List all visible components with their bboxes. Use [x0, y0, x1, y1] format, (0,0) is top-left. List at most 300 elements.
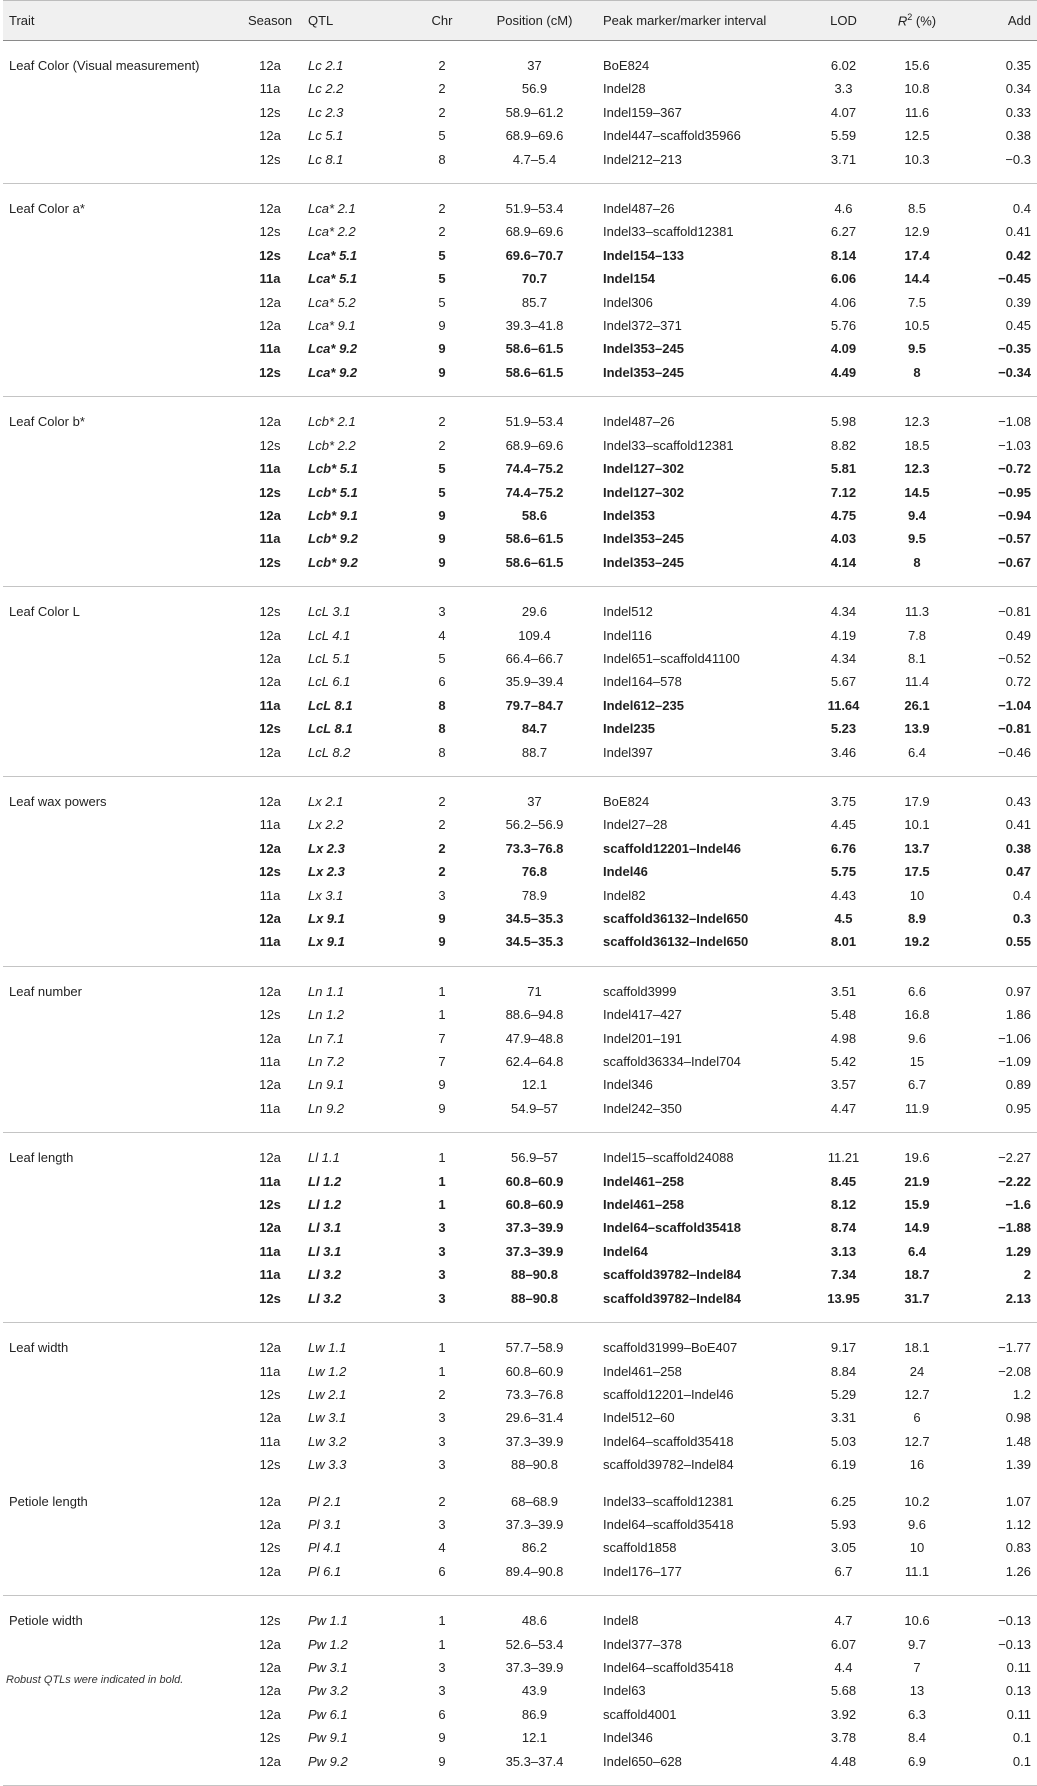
position-cell: 58.6–61.5	[505, 341, 564, 357]
marker-cell: Indel8	[603, 1613, 639, 1629]
r2-cell: 9.5	[907, 531, 927, 547]
marker-cell: scaffold36132–Indel650	[603, 911, 749, 926]
season-cell: 11a	[259, 1173, 281, 1189]
table-row	[3, 220, 1037, 243]
marker-cell: scaffold3999	[603, 983, 677, 999]
position-cell: 85.7	[521, 294, 548, 310]
chr-cell: 3	[438, 1243, 446, 1259]
add-cell: −0.13	[998, 1636, 1031, 1652]
marker-cell: Indel487–26	[603, 414, 675, 430]
table-row	[3, 837, 1037, 860]
lod-cell: 4.34	[830, 604, 857, 620]
add-cell: −1.6	[1005, 1197, 1031, 1213]
qtl-cell: Ln 7.2	[308, 1054, 345, 1070]
chr-cell: 9	[438, 1077, 446, 1093]
table-row	[3, 647, 1037, 670]
table-row	[3, 124, 1037, 147]
r2-cell: 11.3	[904, 604, 930, 620]
lod-cell: 5.03	[830, 1433, 857, 1449]
season-cell: 12a	[259, 201, 281, 217]
lod-cell: 5.59	[830, 128, 857, 144]
add-cell: 0.13	[1005, 1683, 1031, 1699]
trait-cell	[3, 860, 238, 883]
add-cell: −1.04	[998, 697, 1031, 713]
season-cell: 12a	[259, 507, 281, 523]
season-cell: 11a	[238, 1097, 302, 1133]
season-cell: 11a	[259, 531, 281, 547]
r2-cell: 10.8	[904, 81, 930, 97]
trait-cell	[3, 930, 238, 966]
r2-cell: 7.8	[907, 627, 927, 643]
chr-cell: 3	[438, 604, 446, 620]
add-cell: −0.3	[961, 148, 1037, 184]
header-r2-letter: R	[897, 13, 908, 29]
position-cell: 68–68.9	[511, 1493, 558, 1509]
table-row	[3, 907, 1037, 930]
table-row	[3, 244, 1037, 267]
trait-cell	[3, 1263, 238, 1286]
season-cell: 12s	[259, 247, 281, 263]
chr-cell: 7	[438, 1054, 446, 1070]
trait-cell	[3, 244, 238, 267]
marker-cell: BoE824	[603, 58, 650, 73]
lod-cell: 8.74	[830, 1220, 857, 1236]
position-cell: 48.6	[521, 1613, 548, 1629]
chr-cell: 5	[438, 128, 446, 144]
marker-cell: Indel63	[603, 1683, 646, 1699]
position-cell: 73.3–76.8	[505, 1386, 564, 1402]
trait-cell	[3, 670, 238, 693]
trait-cell: Leaf number	[9, 983, 82, 999]
table-row	[3, 966, 1037, 1003]
table-row	[3, 1073, 1037, 1096]
header-qtl: QTL	[302, 1, 412, 41]
header-r2-unit: (%)	[912, 13, 937, 29]
add-cell: −0.81	[998, 604, 1031, 620]
season-cell: 12s	[259, 1197, 281, 1213]
qtl-cell: Pl 4.1	[308, 1540, 342, 1556]
marker-cell: Indel461–258	[603, 1197, 684, 1213]
table-row	[3, 1027, 1037, 1050]
qtl-cell: Lw 2.1	[308, 1386, 347, 1402]
position-cell: 35.9–39.4	[505, 674, 564, 690]
season-cell: 12s	[238, 361, 302, 397]
header-trait: Trait	[3, 1, 238, 41]
add-cell: −0.45	[998, 271, 1031, 287]
marker-cell: scaffold36132–Indel650	[597, 930, 814, 966]
chr-cell: 9	[412, 1097, 472, 1133]
position-cell: 69.6–70.7	[505, 247, 564, 263]
add-cell: 0.45	[1005, 318, 1031, 334]
add-cell: 1.2	[1012, 1386, 1031, 1402]
position-cell: 51.9–53.4	[505, 414, 564, 430]
position-cell: 60.8–60.9	[505, 1363, 564, 1379]
add-cell: 0.43	[1005, 793, 1031, 809]
position-cell: 66.4–66.7	[505, 650, 564, 666]
qtl-cell: Lca* 9.1	[308, 318, 356, 334]
season-cell: 11a	[259, 887, 281, 903]
r2-cell: 21.9	[904, 1173, 930, 1189]
add-cell: −2.08	[998, 1363, 1031, 1379]
header-r2	[873, 1, 961, 41]
qtl-cell: Pl 2.1	[308, 1493, 342, 1509]
table-header	[3, 1, 1037, 41]
header-row	[3, 1, 1037, 41]
lod-cell: 8.01	[814, 930, 873, 966]
season-cell: 11a	[259, 817, 281, 833]
season-cell: 12s	[259, 1613, 281, 1629]
qtl-cell: Lcb* 9.1	[308, 507, 358, 523]
season-cell: 11a	[259, 1054, 281, 1070]
add-cell: 1.39	[1005, 1457, 1031, 1473]
qtl-cell: Ln 9.1	[308, 1077, 345, 1093]
add-cell: 0.11	[1006, 1706, 1031, 1722]
table-row	[3, 1477, 1037, 1513]
trait-cell	[3, 148, 238, 184]
trait-cell	[3, 267, 238, 290]
r2-cell: 6.4	[873, 741, 961, 777]
marker-cell: Indel159–367	[603, 104, 682, 120]
trait-cell	[3, 1360, 238, 1383]
add-cell: −1.08	[998, 414, 1031, 430]
table-row	[3, 930, 1037, 966]
add-cell: 0.34	[1005, 81, 1031, 97]
add-cell: −1.77	[998, 1340, 1031, 1356]
add-cell: 0.55	[961, 930, 1037, 966]
trait-cell	[3, 1097, 238, 1133]
table-row	[3, 291, 1037, 314]
lod-cell: 5.81	[830, 461, 857, 477]
chr-cell: 9	[412, 1750, 472, 1786]
add-cell: −0.67	[961, 551, 1037, 587]
table-row	[3, 551, 1037, 587]
r2-cell: 10.5	[904, 318, 930, 334]
qtl-cell: Lca* 5.1	[308, 247, 358, 263]
marker-cell: Indel242–350	[597, 1097, 814, 1133]
lod-cell: 3.71	[814, 148, 873, 184]
season-cell: 12s	[259, 1386, 281, 1402]
marker-cell: Indel28	[603, 81, 646, 97]
qtl-cell: Pl 6.1	[302, 1560, 412, 1596]
season-cell: 12a	[259, 650, 281, 666]
lod-cell: 4.4	[834, 1659, 853, 1675]
lod-cell: 3.05	[830, 1540, 857, 1556]
season-cell: 12s	[259, 604, 281, 620]
chr-cell: 2	[438, 1386, 446, 1402]
trait-cell	[3, 1287, 238, 1323]
trait-cell	[3, 1703, 238, 1726]
position-cell: 84.7	[521, 721, 548, 737]
qtl-cell: Pw 9.2	[302, 1750, 412, 1786]
table-row	[3, 1406, 1037, 1429]
trait-cell: Leaf Color (Visual measurement)	[9, 58, 200, 73]
season-cell: 12a	[259, 1683, 281, 1699]
position-cell: 58.9–61.2	[505, 104, 564, 120]
table-row	[3, 1263, 1037, 1286]
season-cell: 12a	[259, 1706, 281, 1722]
position-cell: 86.9	[521, 1706, 548, 1722]
qtl-table	[3, 0, 1037, 1786]
r2-cell: 13.9	[904, 721, 930, 737]
qtl-cell: Lca* 9.2	[302, 361, 412, 397]
table-row	[3, 1453, 1037, 1476]
header-position: Position (cM)	[472, 1, 597, 41]
header-add: Add	[961, 1, 1037, 41]
r2-cell: 14.9	[904, 1220, 930, 1236]
season-cell: 12a	[259, 674, 281, 690]
r2-cell: 12.5	[904, 128, 930, 144]
lod-cell: 7.34	[830, 1267, 857, 1283]
chr-cell: 5	[438, 294, 446, 310]
add-cell: 2.13	[961, 1287, 1037, 1323]
position-cell: 76.8	[521, 864, 548, 880]
position-cell: 58.6–61.5	[472, 361, 597, 397]
qtl-cell: Lw 1.1	[308, 1340, 347, 1356]
qtl-cell: Lc 5.1	[308, 128, 344, 144]
table-row	[3, 361, 1037, 397]
table-row	[3, 527, 1037, 550]
trait-cell	[3, 481, 238, 504]
position-cell: 70.7	[521, 271, 548, 287]
marker-cell: Indel33–scaffold12381	[603, 224, 734, 240]
season-cell: 12a	[259, 1516, 281, 1532]
add-cell: 2	[1023, 1267, 1031, 1283]
table-row	[3, 184, 1037, 221]
marker-cell: Indel353–245	[597, 551, 814, 587]
lod-cell: 6.76	[830, 840, 857, 856]
season-cell: 12a	[259, 1077, 281, 1093]
marker-cell: Indel64–scaffold35418	[603, 1659, 734, 1675]
table-row	[3, 587, 1037, 624]
table-row	[3, 1536, 1037, 1559]
chr-cell: 6	[438, 1706, 446, 1722]
table-row	[3, 1513, 1037, 1536]
trait-cell	[3, 1073, 238, 1096]
add-cell: 0.41	[1005, 817, 1031, 833]
r2-cell: 7	[913, 1659, 921, 1675]
trait-cell	[3, 1240, 238, 1263]
marker-cell: Indel651–scaffold41100	[603, 650, 740, 666]
qtl-cell: Lx 2.2	[308, 817, 344, 833]
chr-cell: 9	[438, 507, 446, 523]
r2-cell: 17.4	[904, 247, 930, 263]
lod-cell: 5.68	[830, 1683, 857, 1699]
lod-cell: 4.06	[830, 294, 857, 310]
trait-cell	[3, 1406, 238, 1429]
marker-cell: scaffold36334–Indel704	[603, 1054, 741, 1070]
lod-cell: 4.07	[830, 104, 857, 120]
marker-cell: BoE824	[603, 793, 650, 809]
r2-cell: 8.1	[907, 650, 927, 666]
add-cell: −0.34	[961, 361, 1037, 397]
marker-cell: Indel377–378	[603, 1636, 682, 1652]
season-cell: 12a	[259, 840, 281, 856]
r2-cell: 6.7	[907, 1077, 927, 1093]
lod-cell: 9.17	[830, 1340, 857, 1356]
chr-cell: 3	[438, 1433, 446, 1449]
r2-cell: 8.5	[907, 201, 927, 217]
marker-cell: Indel235	[603, 721, 656, 737]
chr-cell: 1	[438, 1197, 446, 1213]
chr-cell: 7	[438, 1030, 446, 1046]
trait-cell	[3, 717, 238, 740]
trait-cell	[3, 1383, 238, 1406]
qtl-cell: Lca* 2.1	[308, 201, 356, 217]
add-cell: 0.1	[1012, 1730, 1031, 1746]
trait-cell	[3, 527, 238, 550]
table-row	[3, 1240, 1037, 1263]
table-row	[3, 884, 1037, 907]
position-cell: 56.9–57	[511, 1150, 558, 1166]
chr-cell: 2	[438, 104, 446, 120]
r2-cell: 26.1	[904, 697, 930, 713]
header-r2-sup: 2	[907, 12, 913, 23]
season-cell: 12s	[259, 1007, 281, 1023]
table-row	[3, 481, 1037, 504]
header-season: Season	[238, 1, 302, 41]
marker-cell: Indel461–258	[603, 1363, 682, 1379]
lod-cell: 5.76	[830, 318, 857, 334]
lod-cell: 8.12	[830, 1197, 857, 1213]
season-cell: 12a	[259, 1493, 281, 1509]
chr-cell: 8	[412, 741, 472, 777]
marker-cell: Indel64	[603, 1243, 648, 1259]
marker-cell: Indel64–scaffold35418	[603, 1516, 734, 1532]
qtl-cell: Ll 3.2	[302, 1287, 412, 1323]
chr-cell: 8	[438, 721, 446, 737]
trait-cell	[3, 813, 238, 836]
marker-cell: Indel306	[603, 294, 653, 310]
qtl-cell: Lx 2.3	[308, 840, 345, 856]
position-cell: 34.5–35.3	[505, 911, 564, 926]
chr-cell: 5	[438, 247, 446, 263]
add-cell: 1.07	[1005, 1493, 1031, 1509]
marker-cell: Indel650–628	[597, 1750, 814, 1786]
position-cell: 73.3–76.8	[505, 840, 564, 856]
trait-cell	[3, 1513, 238, 1536]
qtl-cell: Lcb* 5.1	[308, 461, 358, 477]
r2-cell: 15.6	[904, 58, 930, 73]
qtl-cell: LcL 8.1	[308, 697, 353, 713]
position-cell: 57.7–58.9	[505, 1340, 564, 1356]
marker-cell: Indel487–26	[603, 201, 675, 217]
lod-cell: 5.75	[830, 864, 857, 880]
qtl-cell: Lcb* 9.2	[302, 551, 412, 587]
r2-cell: 6	[913, 1410, 921, 1426]
r2-cell: 12.3	[904, 414, 930, 430]
position-cell: 68.9–69.6	[505, 224, 564, 240]
marker-cell: Indel417–427	[603, 1007, 682, 1023]
r2-cell: 13.7	[904, 840, 930, 856]
qtl-cell: Pl 3.1	[308, 1516, 342, 1532]
r2-cell: 15.9	[904, 1197, 930, 1213]
lod-cell: 11.64	[827, 697, 860, 713]
marker-cell: Indel353–245	[603, 531, 684, 547]
add-cell: 0.42	[1005, 247, 1031, 263]
r2-cell: 14.5	[904, 484, 930, 500]
qtl-cell: LcL 4.1	[308, 627, 351, 643]
lod-cell: 4.6	[834, 201, 853, 217]
chr-cell: 9	[438, 318, 446, 334]
trait-cell	[3, 337, 238, 360]
table-row	[3, 1726, 1037, 1749]
table-row	[3, 1216, 1037, 1239]
chr-cell: 2	[438, 840, 446, 856]
table-row	[3, 1430, 1037, 1453]
r2-cell: 6.9	[873, 1750, 961, 1786]
marker-cell: Indel127–302	[603, 461, 684, 477]
position-cell: 88.7	[472, 741, 597, 777]
trait-cell	[3, 907, 238, 930]
chr-cell: 4	[438, 1540, 446, 1556]
season-cell: 12a	[259, 294, 281, 310]
r2-cell: 10.2	[904, 1493, 930, 1509]
qtl-cell: Lc 2.1	[308, 58, 344, 73]
r2-cell: 12.3	[904, 461, 930, 477]
season-cell: 12s	[259, 864, 281, 880]
season-cell: 11a	[259, 341, 281, 357]
add-cell: 1.29	[1005, 1243, 1031, 1259]
lod-cell: 3.31	[830, 1410, 857, 1426]
season-cell: 12a	[259, 983, 281, 999]
marker-cell: Indel15–scaffold24088	[603, 1150, 734, 1166]
trait-cell	[3, 1633, 238, 1656]
add-cell: 0.95	[961, 1097, 1037, 1133]
position-cell: 37.3–39.9	[505, 1243, 564, 1259]
lod-cell: 6.19	[830, 1457, 857, 1473]
qtl-cell: Lw 1.2	[308, 1363, 347, 1379]
table-row	[3, 267, 1037, 290]
trait-cell: Leaf Color L	[9, 604, 80, 620]
qtl-cell: Ln 7.1	[308, 1030, 345, 1046]
chr-cell: 3	[438, 1683, 446, 1699]
r2-cell: 16	[909, 1457, 925, 1473]
trait-cell	[3, 694, 238, 717]
marker-cell: Indel33–scaffold12381	[603, 1493, 734, 1509]
chr-cell: 8	[412, 148, 472, 184]
season-cell: 12a	[259, 128, 281, 144]
add-cell: −0.95	[998, 484, 1031, 500]
lod-cell: 3.92	[830, 1706, 857, 1722]
marker-cell: Indel64–scaffold35418	[603, 1433, 734, 1449]
trait-cell	[3, 1027, 238, 1050]
qtl-cell: Ln 1.1	[308, 983, 345, 999]
table-row	[3, 1050, 1037, 1073]
chr-cell: 5	[438, 461, 446, 477]
position-cell: 62.4–64.8	[505, 1054, 564, 1070]
lod-cell: 5.98	[830, 414, 857, 430]
position-cell: 71	[527, 983, 542, 999]
add-cell: −1.88	[998, 1220, 1031, 1236]
season-cell: 11a	[259, 81, 281, 97]
chr-cell: 9	[438, 1730, 446, 1746]
add-cell: −2.27	[998, 1150, 1031, 1166]
position-cell: 51.9–53.4	[505, 201, 564, 217]
table-row	[3, 1193, 1037, 1216]
chr-cell: 9	[412, 361, 472, 397]
position-cell: 60.8–60.9	[505, 1173, 564, 1189]
lod-cell: 8.82	[830, 437, 857, 453]
r2-cell: 18.5	[904, 437, 930, 453]
season-cell: 12a	[259, 911, 281, 926]
season-cell: 12a	[259, 793, 281, 809]
position-cell: 68.9–69.6	[505, 437, 564, 453]
marker-cell: scaffold12201–Indel46	[603, 1386, 734, 1402]
season-cell: 12s	[238, 1287, 302, 1323]
season-cell: 12a	[259, 58, 281, 73]
table-row	[3, 1323, 1037, 1360]
chr-cell: 3	[438, 1267, 446, 1283]
